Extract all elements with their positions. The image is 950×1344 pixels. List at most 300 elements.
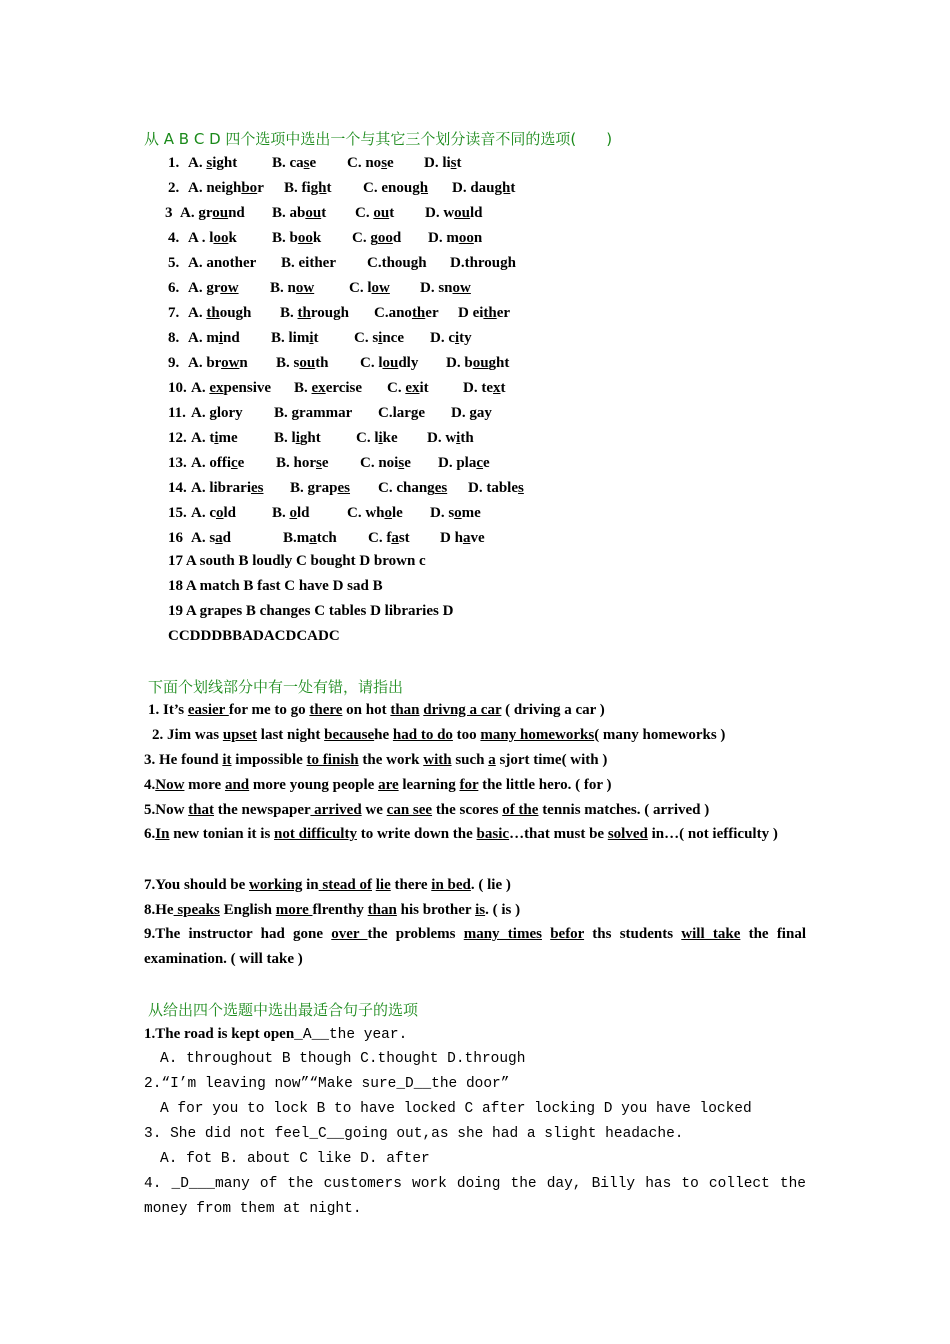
underlined-letters: g — [291, 405, 300, 421]
underlined-letters: g — [209, 405, 217, 421]
question-18: 18 A match B fast C have D sad B — [168, 578, 383, 594]
option-text: C. f — [368, 530, 392, 546]
underlined-letters: gh — [310, 180, 327, 196]
underlined: stead of — [318, 877, 372, 893]
option-text: D. li — [424, 155, 451, 171]
text: 9.The instructor had gone — [144, 926, 332, 942]
text: in — [302, 877, 319, 893]
option-text: B. lim — [271, 330, 310, 346]
option-text: C.lar — [378, 405, 411, 421]
option-text: A. — [191, 405, 210, 421]
option-a — [191, 478, 264, 498]
option-text: pensive — [223, 380, 272, 396]
option-text: B. — [280, 305, 298, 321]
text: 2. Jim was — [152, 727, 223, 743]
text: . ( is ) — [485, 902, 521, 918]
underlined-letters: ow — [295, 280, 315, 296]
mc-question-4: 4. _D___many of the customers work doing the day, Billy has to collect the money from them at night. — [144, 1176, 806, 1217]
option-a — [188, 303, 251, 323]
text: on hot — [342, 702, 391, 718]
underlined: and — [224, 777, 250, 793]
underlined-letters: x — [493, 380, 501, 396]
error-line-3 — [144, 750, 607, 770]
option-c — [378, 403, 425, 423]
option-d — [451, 403, 492, 423]
section1-heading: 从 A B C D 四个选项中选出一个与其它三个划分读音不同的选项( ) — [144, 130, 613, 148]
underlined-letters: i — [218, 330, 223, 346]
option-b — [272, 153, 316, 173]
option-text: D ei — [458, 305, 484, 321]
option-text: B. l — [274, 430, 296, 446]
underlined: will take — [681, 926, 741, 942]
underlined-letters: ex — [209, 380, 224, 396]
error-line-6 — [144, 822, 806, 847]
option-text: me — [218, 430, 238, 446]
underlined-letters: ow — [452, 280, 471, 296]
option-text: D. c — [430, 330, 455, 346]
option-text: D. w — [427, 430, 457, 446]
underlined-letters: ow — [371, 280, 390, 296]
option-text: C. l — [360, 355, 383, 371]
underlined: arrived — [310, 802, 362, 818]
underlined: over — [331, 926, 368, 942]
text: 1. It’s — [148, 702, 188, 718]
option-b — [274, 428, 321, 448]
option-d — [428, 228, 482, 248]
text: sjort time( with ) — [495, 752, 608, 768]
mc-options-3: A. fot B. about C like D. after — [160, 1151, 430, 1167]
option-text: D. — [451, 405, 470, 421]
option-text: A. m — [188, 330, 219, 346]
underlined-letters: ou — [454, 205, 471, 221]
mc-question-2: 2.“I’m leaving now”“Make sure_D__the door” — [144, 1076, 510, 1092]
option-a — [191, 503, 236, 523]
underlined-letters: i — [378, 330, 383, 346]
underlined: befor — [550, 926, 585, 942]
option-text: ld — [470, 205, 483, 221]
option-text: C. chang — [378, 480, 435, 496]
underlined: with — [423, 752, 452, 768]
option-text: B. ca — [272, 155, 304, 171]
underlined: not difficulty — [274, 826, 357, 842]
underlined-letters: o — [216, 505, 224, 521]
option-text: t — [321, 205, 327, 221]
underlined-letters: gh — [412, 180, 429, 196]
text — [542, 926, 550, 942]
text: ( many homeworks ) — [594, 727, 726, 743]
text: the little hero. ( for ) — [478, 777, 612, 793]
question-number: 11. — [168, 405, 186, 421]
option-text: B. b — [272, 230, 298, 246]
option-a — [188, 353, 248, 373]
question-number: 9. — [168, 355, 180, 371]
option-a — [191, 403, 243, 423]
question-17: 17 A south B loudly C bought D brown c — [168, 553, 426, 569]
underlined: than — [367, 902, 397, 918]
option-text: B. n — [270, 280, 296, 296]
text: tennis matches. ( arrived ) — [538, 802, 710, 818]
text: ths students — [584, 926, 682, 942]
option-c — [352, 228, 401, 248]
underlined: easier — [187, 702, 229, 718]
option-d — [424, 153, 462, 173]
text: learning — [398, 777, 460, 793]
option-text: st — [398, 530, 410, 546]
option-d — [420, 278, 471, 298]
text: ( driving a car ) — [501, 702, 605, 718]
question-number: 6. — [168, 280, 180, 296]
option-text: A . l — [188, 230, 214, 246]
underlined: in bed — [431, 877, 471, 893]
underlined-letters: i — [295, 430, 300, 446]
option-d — [450, 253, 516, 273]
underlined: upset — [222, 727, 258, 743]
option-d — [458, 303, 510, 323]
text: there — [390, 877, 432, 893]
underlined-letters: i — [378, 430, 383, 446]
option-text: nd — [223, 330, 240, 346]
option-text: th — [460, 430, 474, 446]
option-a — [188, 253, 256, 273]
underlined: is — [475, 902, 486, 918]
underlined-letters: es — [434, 480, 448, 496]
option-text: er — [496, 305, 511, 321]
underlined: can see — [386, 802, 433, 818]
question-number: 12. — [168, 430, 187, 446]
text: impossible — [231, 752, 307, 768]
underlined: are — [378, 777, 399, 793]
option-a — [188, 228, 237, 248]
option-text: A. another — [188, 255, 257, 271]
option-text: ve — [470, 530, 485, 546]
option-text: ke — [382, 430, 398, 446]
option-text: C. — [355, 205, 374, 221]
option-text: me — [461, 505, 481, 521]
option-text: A. — [191, 380, 210, 396]
underlined-letters: bo — [241, 180, 258, 196]
option-text: C.though — [367, 255, 427, 271]
option-text: ight — [212, 155, 238, 171]
text: the newspaper — [214, 802, 311, 818]
underlined-letters: es — [251, 480, 264, 496]
underlined-letters: s — [398, 455, 405, 471]
question-number: 8. — [168, 330, 180, 346]
underlined-letters: th — [411, 305, 426, 321]
question-number: 10. — [168, 380, 187, 396]
mc-options-2: A for you to lock B to have locked C after locking D you have locked — [160, 1101, 752, 1117]
option-text: th — [315, 355, 329, 371]
underlined-letters: s — [316, 455, 322, 471]
option-d — [446, 353, 509, 373]
underlined-letters: s — [450, 155, 457, 171]
option-text: A. neigh — [188, 180, 242, 196]
text: English — [219, 902, 276, 918]
option-text: ld — [297, 505, 310, 521]
text: 7.You should be — [144, 877, 250, 893]
option-d — [452, 178, 515, 198]
underlined: In — [155, 826, 170, 842]
underlined-letters: th — [483, 305, 497, 321]
option-text: B. — [272, 505, 290, 521]
underlined-letters: s — [518, 480, 524, 496]
option-b — [284, 178, 332, 198]
question-number: 5. — [168, 255, 180, 271]
option-a — [188, 178, 264, 198]
text: more — [184, 777, 225, 793]
option-text: D. pla — [438, 455, 477, 471]
question-number: 1. — [168, 155, 180, 171]
text: we — [361, 802, 387, 818]
question-number: 15. — [168, 505, 187, 521]
option-text: B. — [274, 405, 292, 421]
underlined: to finish — [306, 752, 359, 768]
option-d — [430, 503, 481, 523]
text: 3. He found — [144, 752, 223, 768]
option-text: B. grap — [290, 480, 338, 496]
text: more young people — [249, 777, 379, 793]
underlined-letters: s — [206, 155, 213, 171]
underlined-letters: g — [469, 405, 477, 421]
option-text: A. s — [191, 530, 216, 546]
option-text: ercise — [325, 380, 363, 396]
option-text: A. t — [191, 430, 215, 446]
option-a — [191, 453, 244, 473]
question-text: 1.The road is kept open — [144, 1026, 295, 1042]
question-text: _A__the year. — [294, 1027, 408, 1043]
underlined: it — [222, 752, 232, 768]
option-text: t — [456, 155, 462, 171]
option-a — [188, 278, 239, 298]
text: 8.He — [144, 902, 174, 918]
option-text: A. offi — [191, 455, 231, 471]
underlined: that — [188, 802, 215, 818]
underlined-letters: i — [456, 430, 461, 446]
mc-question-3: 3. She did not feel_C__going out,as she had a slight headache. — [144, 1126, 684, 1142]
option-b — [281, 253, 336, 273]
option-text: t — [313, 330, 319, 346]
underlined-letters: ex — [311, 380, 326, 396]
underlined-letters: oo — [213, 230, 229, 246]
underlined: many times — [463, 926, 542, 942]
underlined-letters: i — [309, 330, 314, 346]
option-text: e — [418, 405, 426, 421]
underlined-letters: o — [454, 505, 462, 521]
option-c — [367, 253, 427, 273]
underlined-letters: a — [309, 530, 317, 546]
underlined-letters: ou — [382, 355, 399, 371]
option-text: lory — [216, 405, 243, 421]
option-text: rammar — [299, 405, 353, 421]
underlined: because — [324, 727, 375, 743]
underlined-letters: th — [206, 305, 220, 321]
option-d — [425, 203, 483, 223]
option-text: d — [222, 530, 232, 546]
option-d — [468, 478, 524, 498]
text: flrenthy — [312, 902, 368, 918]
underlined-letters: o — [289, 505, 298, 521]
option-c — [349, 278, 390, 298]
option-a — [188, 153, 237, 173]
underlined: more — [275, 902, 313, 918]
underlined: there — [309, 702, 343, 718]
underlined-letters: s — [303, 155, 310, 171]
option-b — [294, 378, 362, 398]
option-text: C. no — [347, 155, 382, 171]
underlined: had to do — [392, 727, 453, 743]
underlined-letters: a — [215, 530, 223, 546]
option-c — [360, 353, 418, 373]
option-text: e — [309, 155, 317, 171]
option-a — [191, 378, 271, 398]
text: last night — [257, 727, 325, 743]
answer-key: CCDDDBBADACDCADC — [168, 628, 340, 644]
question-number: 7. — [168, 305, 180, 321]
underlined-letters: i — [455, 330, 460, 346]
underlined-letters: oo — [297, 230, 313, 246]
option-b — [271, 328, 319, 348]
text: the scores — [432, 802, 503, 818]
option-text: A. gr — [188, 280, 221, 296]
option-c — [368, 528, 410, 548]
underlined-letters: th — [297, 305, 311, 321]
question-number: 13. — [168, 455, 187, 471]
option-text: C. g — [352, 230, 378, 246]
text: for me to go — [228, 702, 310, 718]
option-text: B. s — [276, 355, 300, 371]
underlined-letters: i — [214, 430, 219, 446]
option-text: C. wh — [347, 505, 385, 521]
question-19: 19 A grapes B changes C tables D libraries D — [168, 603, 454, 619]
option-text: D h — [440, 530, 463, 546]
option-text: e — [237, 455, 245, 471]
text: the final examination. ( will take ) — [144, 926, 806, 967]
option-b — [276, 353, 329, 373]
underlined: a — [488, 752, 496, 768]
question-number: 16 — [168, 530, 183, 546]
underlined: drivng a car — [423, 702, 502, 718]
text: to write down the — [356, 826, 477, 842]
option-b — [283, 528, 337, 548]
option-d — [438, 453, 490, 473]
option-c — [355, 203, 394, 223]
option-b — [290, 478, 350, 498]
option-text: C. — [387, 380, 406, 396]
option-text: B. ab — [272, 205, 306, 221]
option-text: B. fi — [284, 180, 311, 196]
option-text: r — [257, 180, 264, 196]
option-text: D. table — [468, 480, 518, 496]
option-text: ght — [488, 355, 510, 371]
option-c — [360, 453, 411, 473]
option-c — [347, 153, 394, 173]
option-d — [463, 378, 506, 398]
text: the problems — [367, 926, 464, 942]
option-text: k — [312, 230, 322, 246]
text: new tonian it is — [169, 826, 275, 842]
underlined: working — [249, 877, 303, 893]
text: 6. — [144, 826, 156, 842]
option-d — [427, 428, 474, 448]
option-text: e — [483, 455, 490, 471]
option-c — [387, 378, 429, 398]
underlined-letters: c — [476, 455, 484, 471]
underlined-letters: es — [337, 480, 351, 496]
underlined-letters: ow — [220, 280, 239, 296]
option-text: A. gr — [180, 205, 213, 221]
option-b — [280, 303, 349, 323]
underlined: than — [390, 702, 420, 718]
underlined-letters: c — [231, 455, 238, 471]
underlined-letters: a — [462, 530, 471, 546]
option-b — [272, 228, 321, 248]
option-text: D. te — [463, 380, 493, 396]
underlined-letters: oo — [458, 230, 474, 246]
option-text: C. l — [356, 430, 379, 446]
error-line-8 — [144, 900, 520, 920]
option-b — [270, 278, 314, 298]
option-text: t — [500, 380, 506, 396]
option-b — [272, 203, 326, 223]
mc-options-1: A. throughout B though C.thought D.through — [160, 1051, 526, 1067]
option-text: ld — [223, 505, 237, 521]
text: he — [374, 727, 393, 743]
option-c — [374, 303, 439, 323]
option-text: A. c — [191, 505, 216, 521]
option-d — [430, 328, 472, 348]
underlined-letters: gh — [494, 180, 511, 196]
option-text: n — [239, 355, 248, 371]
option-text: D.through — [450, 255, 516, 271]
error-line-4 — [144, 775, 612, 795]
option-text: er — [425, 305, 439, 321]
option-text: dly — [398, 355, 419, 371]
option-text: A. librari — [191, 480, 251, 496]
option-a — [188, 328, 240, 348]
option-text: A. — [188, 155, 207, 171]
underlined: of the — [502, 802, 539, 818]
option-text: t — [510, 180, 516, 196]
error-line-9 — [144, 922, 806, 972]
option-text: it — [419, 380, 429, 396]
text: …that must be — [509, 826, 608, 842]
option-text: A. — [188, 305, 207, 321]
option-text: e — [404, 455, 411, 471]
question-number: 14. — [168, 480, 187, 496]
option-text: D. sn — [420, 280, 453, 296]
option-b — [274, 403, 352, 423]
option-c — [354, 328, 404, 348]
option-text: D. s — [430, 505, 455, 521]
error-line-7 — [144, 875, 511, 895]
option-text: B. — [294, 380, 312, 396]
option-text: D. m — [428, 230, 459, 246]
option-text: nce — [382, 330, 405, 346]
error-line-1 — [148, 700, 605, 720]
option-text: D. dau — [452, 180, 495, 196]
text: such — [451, 752, 489, 768]
option-text: ght — [299, 430, 321, 446]
underlined: for — [459, 777, 479, 793]
option-text: d — [392, 230, 402, 246]
underlined-letters: o — [384, 505, 393, 521]
option-c — [356, 428, 398, 448]
underlined-letters: s — [381, 155, 388, 171]
option-b — [276, 453, 329, 473]
option-text: B. hor — [276, 455, 317, 471]
option-text: rough — [310, 305, 349, 321]
text: in…( not iefficulty ) — [647, 826, 778, 842]
text: 5.Now — [144, 802, 189, 818]
